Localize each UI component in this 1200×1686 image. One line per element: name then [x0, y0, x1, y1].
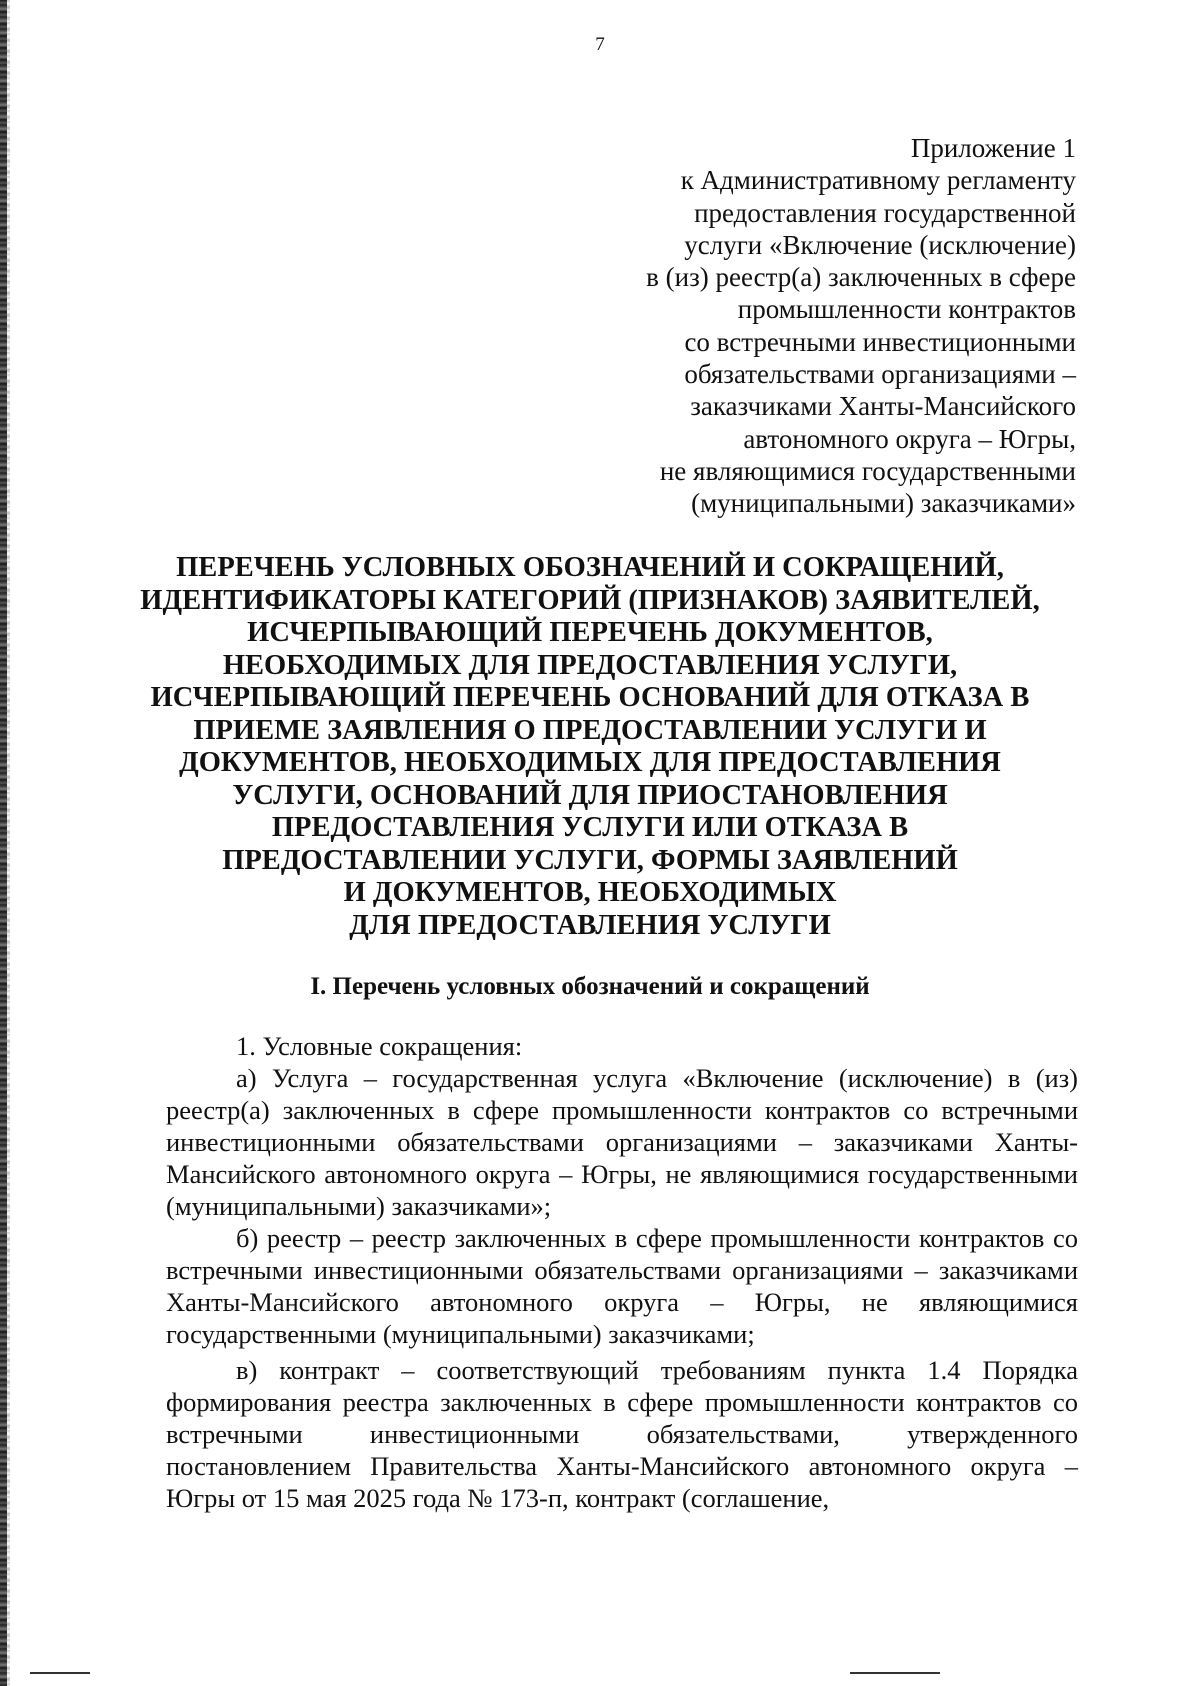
title-line: ПЕРЕЧЕНЬ УСЛОВНЫХ ОБОЗНАЧЕНИЙ И СОКРАЩЕНИЙ,: [176, 552, 1004, 583]
scan-edge-shadow: [7, 0, 10, 1686]
appendix-line: промышленности контрактов: [737, 294, 1076, 325]
appendix-line: услуги «Включение (исключение): [684, 229, 1076, 260]
appendix-header: [476, 132, 1076, 520]
title-line: ПРИЕМЕ ЗАЯВЛЕНИЯ О ПРЕДОСТАВЛЕНИИ УСЛУГИ И: [193, 714, 987, 746]
appendix-line: заказчиками Ханты-Мансийского: [690, 391, 1076, 422]
title-line: И ДОКУМЕНТОВ, НЕОБХОДИМЫХ: [343, 877, 837, 908]
title-line: ИСЧЕРПЫВАЮЩИЙ ПЕРЕЧЕНЬ ОСНОВАНИЙ ДЛЯ ОТКАЗА В: [150, 682, 1030, 713]
appendix-line: не являющимися государственными: [659, 455, 1076, 486]
title-line: ДЛЯ ПРЕДОСТАВЛЕНИЯ УСЛУГИ: [349, 909, 831, 941]
appendix-line: предоставления государственной: [694, 197, 1076, 228]
appendix-line: со встречными инвестиционными: [684, 326, 1076, 357]
appendix-line: (муниципальными) заказчиками»: [691, 488, 1076, 519]
appendix-line: обязательствами организациями –: [684, 359, 1076, 390]
paragraph-item-1: 1. Условные сокращения:: [236, 1031, 523, 1061]
appendix-line: Приложение 1: [910, 133, 1076, 163]
scan-mark: [30, 1672, 90, 1674]
title-line: ИСЧЕРПЫВАЮЩИЙ ПЕРЕЧЕНЬ ДОКУМЕНТОВ,: [247, 617, 933, 648]
paragraph-c: в) контракт – соответствующий требованиям пункта 1.4 Порядка формирования реестра заключенных в сфере промышленности контрактов со встречными инвестиционными обязательствами, утвержденного постановлением Правительства Ханты-Мансийского автономного округа – Югры от 15 мая 2025 года № 173-п, контракт (соглашение,: [166, 1355, 1078, 1513]
title-line: ИДЕНТИФИКАТОРЫ КАТЕГОРИЙ (ПРИЗНАКОВ) ЗАЯВИТЕЛЕЙ,: [140, 584, 1040, 616]
body-text: [166, 1030, 1078, 1514]
appendix-line: автономного округа – Югры,: [743, 423, 1076, 454]
title-line: ПРЕДОСТАВЛЕНИЯ УСЛУГИ ИЛИ ОТКАЗА В: [271, 812, 909, 843]
page-number: 7: [595, 34, 605, 55]
title-line: ПРЕДОСТАВЛЕНИИ УСЛУГИ, ФОРМЫ ЗАЯВЛЕНИЙ: [222, 844, 958, 876]
document-title: [130, 552, 1050, 942]
scan-mark: [850, 1672, 940, 1674]
scan-bottom-marks: [30, 1672, 1170, 1674]
paragraph-a: а) Услуга – государственная услуга «Включение (исключение) в (из) реестр(а) заключенных в сфере промышленности контрактов со встречными инвестиционными обязательствами организациями – заказчиками Ханты-Мансийского автономного округа – Югры, не являющимися государственными (муниципальными) заказчиками»;: [166, 1063, 1078, 1221]
title-line: УСЛУГИ, ОСНОВАНИЙ ДЛЯ ПРИОСТАНОВЛЕНИЯ: [232, 779, 948, 811]
section-heading: I. Перечень условных обозначений и сокращений: [310, 973, 870, 1000]
scan-edge-left: [0, 0, 7, 1686]
title-line: ДОКУМЕНТОВ, НЕОБХОДИМЫХ ДЛЯ ПРЕДОСТАВЛЕНИЯ: [179, 747, 1001, 778]
title-line: НЕОБХОДИМЫХ ДЛЯ ПРЕДОСТАВЛЕНИЯ УСЛУГИ,: [222, 649, 958, 681]
appendix-line: к Административному регламенту: [680, 165, 1076, 196]
appendix-line: в (из) реестр(а) заключенных в сфере: [646, 262, 1076, 293]
paragraph-b: б) реестр – реестр заключенных в сфере промышленности контрактов со встречными инвестиционными обязательствами организациями – заказчиками Ханты-Мансийского автономного округа – Югры, не являющимися государственными (муниципальными) заказчиками;: [166, 1223, 1078, 1349]
